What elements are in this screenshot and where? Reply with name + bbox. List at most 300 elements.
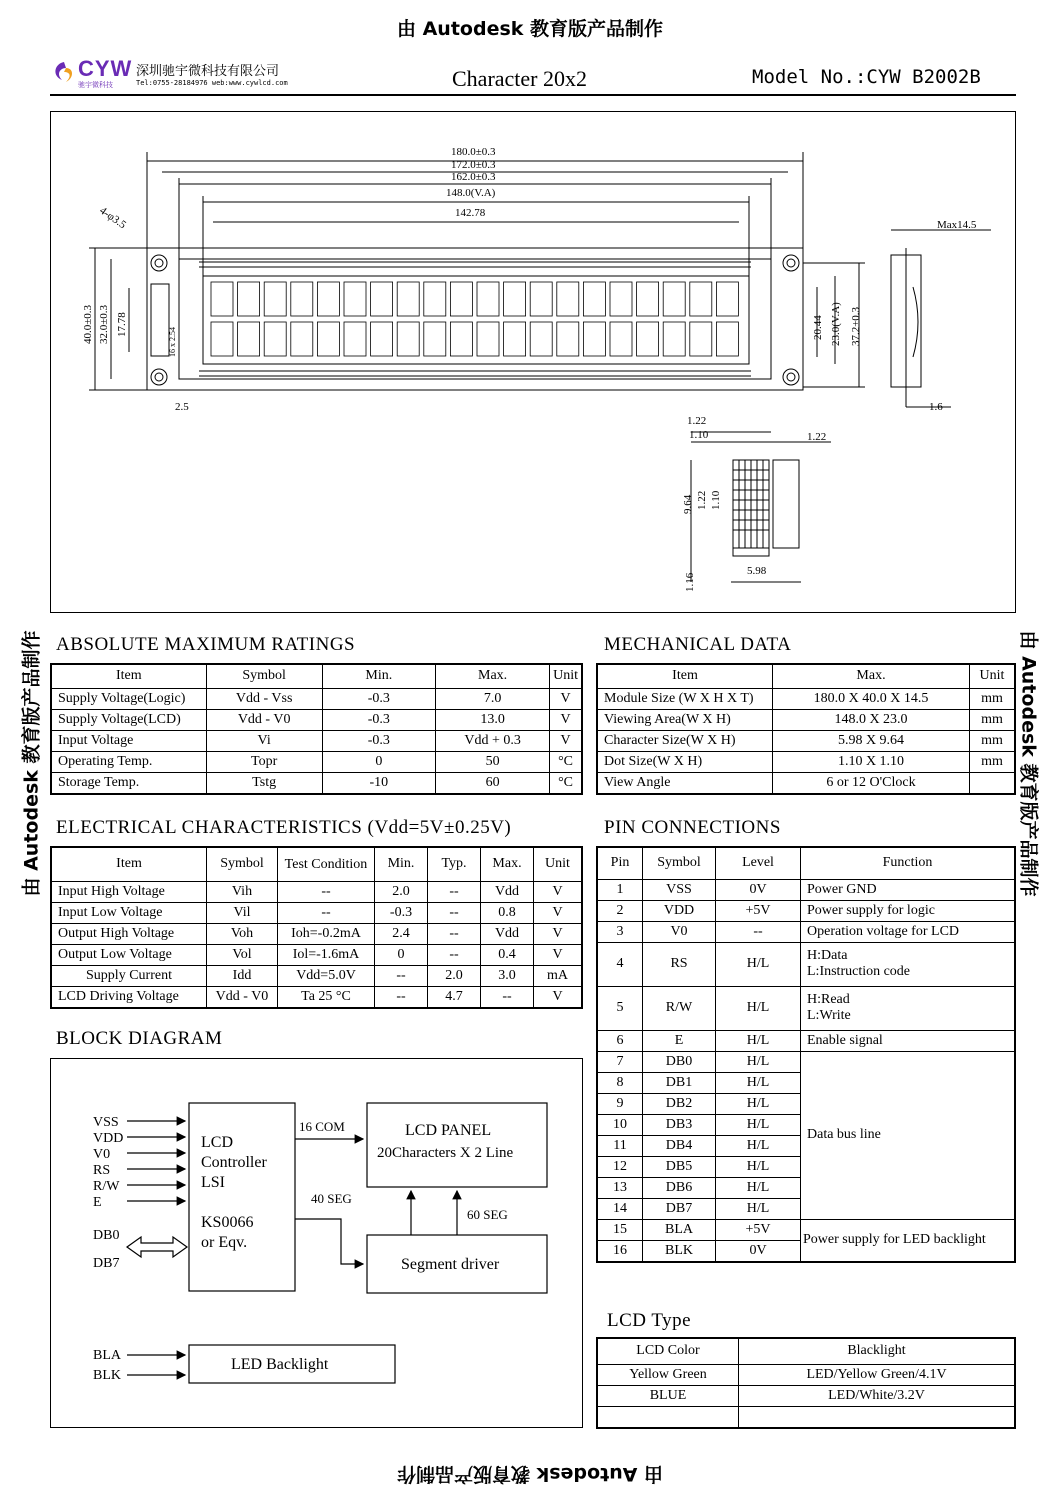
cell: Vdd=5.0V [278,965,375,986]
table-row [597,1385,1015,1406]
cell: Idd [207,965,278,986]
cell: DB7 [643,1198,716,1219]
cell: E [643,1030,716,1051]
header-cell: Max. [773,664,970,688]
dim-aa-height: 17.78 [116,312,128,337]
cell: mm [970,751,1016,772]
character-cell [530,282,552,316]
cell: Dot Size(W X H) [597,751,773,772]
segment-driver-label: Segment driver [401,1256,500,1273]
cell: DB0 [643,1051,716,1072]
dim-dot-pitch-v: 1.22 [696,490,708,510]
dim-char-width: 5.98 [747,565,767,577]
cell: RS [643,942,716,986]
character-cell [610,322,632,356]
mechanical-title: MECHANICAL DATA [604,634,792,655]
controller-line-3: LSI [201,1174,225,1191]
header-cell: Item [51,847,207,881]
cell: V [534,881,583,902]
controller-line-4: KS0066 [201,1214,254,1231]
table-row [597,1051,1015,1072]
cell: °C [550,751,582,772]
cell: H/L [716,1051,801,1072]
character-cell [450,322,472,356]
cell: R/W [643,986,716,1030]
dim-hole-height: 37.2±0.3 [850,306,862,346]
cell: Storage Temp. [51,772,206,794]
input-e: E [93,1195,102,1210]
cell: Character Size(W X H) [597,730,773,751]
cell: Input High Voltage [51,881,207,902]
cell: 0V [716,1240,801,1262]
controller-line-5: or Eqv. [201,1234,248,1251]
pins-title: PIN CONNECTIONS [604,817,781,838]
cell: DB6 [643,1177,716,1198]
table-row [597,1406,1015,1428]
cell: -0.3 [322,709,435,730]
cell: -- [278,881,375,902]
header-cell: Test Condition [278,847,375,881]
cell: 4.7 [428,986,481,1008]
cell: BLA [643,1219,716,1240]
cell: DB4 [643,1135,716,1156]
character-cell [477,282,499,316]
dim-char-height: 9.64 [682,494,694,514]
character-cell [264,282,286,316]
dim-bezel-width: 162.0±0.3 [451,171,496,183]
cell [801,942,1016,986]
cell: Vil [207,902,278,923]
pins-table [596,846,1016,1263]
table-row [597,1364,1015,1385]
cell: 12 [597,1156,643,1177]
character-cell [530,322,552,356]
input-rw: R/W [93,1179,120,1194]
cell: V [550,730,582,751]
cell: Power supply for logic [801,900,1016,921]
table-row [51,709,582,730]
cell: Vih [207,881,278,902]
cell: VDD [643,900,716,921]
character-cell [291,282,313,316]
cell: LED/White/3.2V [739,1385,1016,1406]
cell: Topr [206,751,322,772]
block-diagram [50,1058,583,1428]
cell: 148.0 X 23.0 [773,709,970,730]
outline-drawing [51,112,1014,611]
character-cell [344,322,366,356]
header-cell: Symbol [206,664,322,688]
panel-line-2: 20Characters X 2 Line [377,1145,514,1161]
cell: -- [278,902,375,923]
character-cell [238,282,260,316]
cell: 5.98 X 9.64 [773,730,970,751]
rs-low-text: L:Instruction code [807,964,911,979]
table-row [597,986,1015,1030]
cell: -- [716,921,801,942]
block-title: BLOCK DIAGRAM [56,1028,223,1049]
dim-pcb-thickness: 1.6 [929,401,943,413]
header-cell: Symbol [643,847,716,879]
cell: 2 [597,900,643,921]
cell [801,986,1016,1030]
document-title: Character 20x2 [452,66,587,91]
header-cell: Item [51,664,206,688]
header-cell: Unit [550,664,582,688]
cell: 3 [597,921,643,942]
lcd-type-table [596,1337,1016,1429]
cell: -0.3 [322,730,435,751]
table-row [51,688,582,709]
cell: LED/Yellow Green/4.1V [739,1364,1016,1385]
backlight-function-cell: Power supply for LED backlight [801,1219,1016,1262]
dim-va-width: 148.0(V.A) [446,187,496,199]
cell: DB3 [643,1114,716,1135]
cell: 0.8 [481,902,534,923]
character-cell [344,282,366,316]
cell: Operation voltage for LCD [801,921,1016,942]
cell: DB5 [643,1156,716,1177]
cell: 10 [597,1114,643,1135]
table-row [597,921,1015,942]
cell: Vdd - V0 [206,709,322,730]
cell: V [550,688,582,709]
header-cell: Level [716,847,801,879]
cell: Vdd [481,881,534,902]
cell: BLK [643,1240,716,1262]
input-v0: V0 [93,1147,111,1162]
cell: -10 [322,772,435,794]
cell: 1 [597,879,643,900]
cell: 7.0 [436,688,550,709]
cell: BLUE [597,1385,739,1406]
table-row [597,730,1015,751]
character-cell [291,322,313,356]
character-cell [504,282,526,316]
cell: 2.0 [375,881,428,902]
cell: 13.0 [436,709,550,730]
character-cell [477,322,499,356]
company-name: 深圳驰宇微科技有限公司 [136,64,280,79]
cell: DB2 [643,1093,716,1114]
cell: -- [428,923,481,944]
table-row [597,688,1015,709]
table-row [597,709,1015,730]
cell: VSS [643,879,716,900]
character-cell [716,282,738,316]
dim-dot-width: 1.10 [689,429,709,441]
table-row [51,730,582,751]
header-cell: Item [597,664,773,688]
dim-aa-height-2: 20.44 [812,315,824,340]
cell: Power GND [801,879,1016,900]
character-cell [557,322,579,356]
table-row [51,902,582,923]
cell: H/L [716,1114,801,1135]
cell: Iol=-1.6mA [278,944,375,965]
input-vss: VSS [93,1115,119,1130]
table-row [51,751,582,772]
header-cell: Typ. [428,847,481,881]
cell: H/L [716,1177,801,1198]
cell: °C [550,772,582,794]
cell: -0.3 [322,688,435,709]
table-row [51,772,582,794]
character-cell [371,282,393,316]
cell: Enable signal [801,1030,1016,1051]
cell: mm [970,688,1016,709]
character-cell [238,322,260,356]
cell: 2.0 [428,965,481,986]
dim-aa-width: 142.78 [455,207,486,219]
cell: V [550,709,582,730]
label-60-seg: 60 SEG [467,1207,508,1222]
character-cell [637,322,659,356]
table-row [51,965,582,986]
cell: Output High Voltage [51,923,207,944]
dim-bezel-height: 32.0±0.3 [98,304,110,344]
dim-char-gap: 1.22 [807,431,827,443]
cell: Input Voltage [51,730,206,751]
controller-line-2: Controller [201,1154,267,1171]
electrical-title: ELECTRICAL CHARACTERISTICS (Vdd=5V±0.25V) [56,817,512,838]
cell: Yellow Green [597,1364,739,1385]
rw-high-text: H:Read [807,992,850,1007]
cell: Output Low Voltage [51,944,207,965]
cell: Ta 25 °C [278,986,375,1008]
dim-outer-width: 180.0±0.3 [451,146,496,158]
table-row [597,942,1015,986]
cell: H/L [716,1156,801,1177]
cell: H/L [716,1135,801,1156]
table-row [597,900,1015,921]
input-vdd: VDD [93,1131,124,1146]
dim-hole-width: 172.0±0.3 [451,159,496,171]
cell: 4 [597,942,643,986]
dim-dot-pitch: 1.22 [687,415,707,427]
input-db0: DB0 [93,1228,120,1243]
cell: Viewing Area(W X H) [597,709,773,730]
character-cell [690,322,712,356]
cell: 7 [597,1051,643,1072]
cell: 0V [716,879,801,900]
logo-subtext: 驰宇微科技 [78,81,113,89]
character-cell [317,322,339,356]
dim-left-offset: 2.5 [175,401,189,413]
mechanical-table [596,663,1016,795]
character-cell [663,322,685,356]
cell: -0.3 [375,902,428,923]
header-cell: Max. [436,664,550,688]
rw-low-text: L:Write [807,1008,851,1023]
cell: Supply Voltage(LCD) [51,709,206,730]
cell: Vi [206,730,322,751]
dim-va-height: 23.0(V.A) [830,302,842,346]
cell [739,1406,1016,1428]
cell: Vdd [481,923,534,944]
panel-line-1: LCD PANEL [405,1122,492,1139]
header-cell: Blacklight [739,1338,1016,1364]
cell: H/L [716,1198,801,1219]
cell: Operating Temp. [51,751,206,772]
table-row [597,1219,1015,1240]
cell: 8 [597,1072,643,1093]
table-row [51,944,582,965]
character-cell [397,282,419,316]
cell: -- [481,986,534,1008]
cell: V [534,986,583,1008]
input-db7: DB7 [93,1256,120,1271]
character-cell [610,282,632,316]
header-cell: Pin [597,847,643,879]
dim-pin-pitch: 16 x 2.54 [168,327,177,357]
cell: 3.0 [481,965,534,986]
cell: mm [970,709,1016,730]
cell: Tstg [206,772,322,794]
cell: Vol [207,944,278,965]
label-40-seg: 40 SEG [311,1191,352,1206]
cell: Vdd - V0 [207,986,278,1008]
watermark-bottom: 由 Autodesk 教育版产品制作 [396,1463,664,1485]
character-cells [211,282,738,356]
cell: H/L [716,942,801,986]
character-cell [211,282,233,316]
company-logo [50,58,132,92]
abs-max-table [50,663,583,795]
character-cell [690,282,712,316]
cell: 1.10 X 1.10 [773,751,970,772]
table-row [51,881,582,902]
character-cell [264,322,286,356]
character-cell [583,322,605,356]
company-contact: Tel:0755-28184976 web:www.cywlcd.com [136,79,288,87]
character-cell [583,282,605,316]
watermark-top: 由 Autodesk 教育版产品制作 [396,18,664,40]
cell: LCD Driving Voltage [51,986,207,1008]
character-cell [557,282,579,316]
dim-max-thickness: Max14.5 [937,219,977,231]
cell: Module Size (W X H X T) [597,688,773,709]
label-16-com: 16 COM [299,1119,345,1134]
header-cell: Symbol [207,847,278,881]
cell: 14 [597,1198,643,1219]
cell: V0 [643,921,716,942]
cell: mA [534,965,583,986]
header-cell: Function [801,847,1016,879]
dim-dot-height: 1.10 [710,490,722,510]
input-bla: BLA [93,1348,121,1363]
cell: H/L [716,1093,801,1114]
cell: H/L [716,986,801,1030]
logo-text: CYW [78,56,133,81]
header-cell: Min. [322,664,435,688]
table-row [597,1030,1015,1051]
led-backlight-label: LED Backlight [231,1356,329,1373]
cell: DB1 [643,1072,716,1093]
cell: Vdd - Vss [206,688,322,709]
header-cell: Unit [534,847,583,881]
cell: mm [970,730,1016,751]
header-cell: Unit [970,664,1016,688]
cell: Vdd + 0.3 [436,730,550,751]
character-cell [317,282,339,316]
cell [970,772,1016,794]
character-cell [424,282,446,316]
cell: Supply Voltage(Logic) [51,688,206,709]
watermark-right: 由 Autodesk 教育版产品制作 [1017,630,1040,897]
table-row [597,772,1015,794]
cell: 6 [597,1030,643,1051]
header-cell: Min. [375,847,428,881]
cell: -- [375,965,428,986]
cell: Supply Current [51,965,207,986]
logo-swirl-icon [50,58,78,88]
cell: 60 [436,772,550,794]
watermark-left: 由 Autodesk 教育版产品制作 [20,630,43,897]
input-blk: BLK [93,1368,121,1383]
cell: +5V [716,900,801,921]
cell [597,1406,739,1428]
cell: 2.4 [375,923,428,944]
cell: 180.0 X 40.0 X 14.5 [773,688,970,709]
cell: Ioh=-0.2mA [278,923,375,944]
cell: Input Low Voltage [51,902,207,923]
cell: Voh [207,923,278,944]
header-cell: LCD Color [597,1338,739,1364]
model-number: Model No.:CYW B2002B [752,66,981,88]
cell: 15 [597,1219,643,1240]
mechanical-drawing [50,111,1016,613]
dim-outer-height: 40.0±0.3 [82,304,94,344]
cell: H/L [716,1030,801,1051]
character-cell [504,322,526,356]
cell: H/L [716,1072,801,1093]
table-row [51,923,582,944]
cell: 0 [322,751,435,772]
character-cell [663,282,685,316]
character-cell [371,322,393,356]
block-diagram-svg [51,1059,581,1426]
controller-line-1: LCD [201,1134,233,1151]
cell: -- [428,944,481,965]
cell: 11 [597,1135,643,1156]
data-bus-cell: Data bus line [801,1051,1016,1219]
table-row [597,751,1015,772]
character-cell [450,282,472,316]
character-cell [637,282,659,316]
cell: V [534,902,583,923]
cell: V [534,923,583,944]
character-cell [424,322,446,356]
cell: 0.4 [481,944,534,965]
abs-max-title: ABSOLUTE MAXIMUM RATINGS [56,634,356,655]
dim-cursor-height: 1.16 [684,572,696,592]
character-cell [397,322,419,356]
cell: -- [428,902,481,923]
cell: View Angle [597,772,773,794]
cell: 13 [597,1177,643,1198]
cell: 5 [597,986,643,1030]
header-rule [50,94,1016,96]
character-cell [716,322,738,356]
cell: 50 [436,751,550,772]
cell: V [534,944,583,965]
table-row [597,879,1015,900]
dim-hole-dia: 4-φ3.5 [97,204,129,232]
input-rs: RS [93,1163,111,1178]
cell: +5V [716,1219,801,1240]
electrical-table [50,846,583,1009]
